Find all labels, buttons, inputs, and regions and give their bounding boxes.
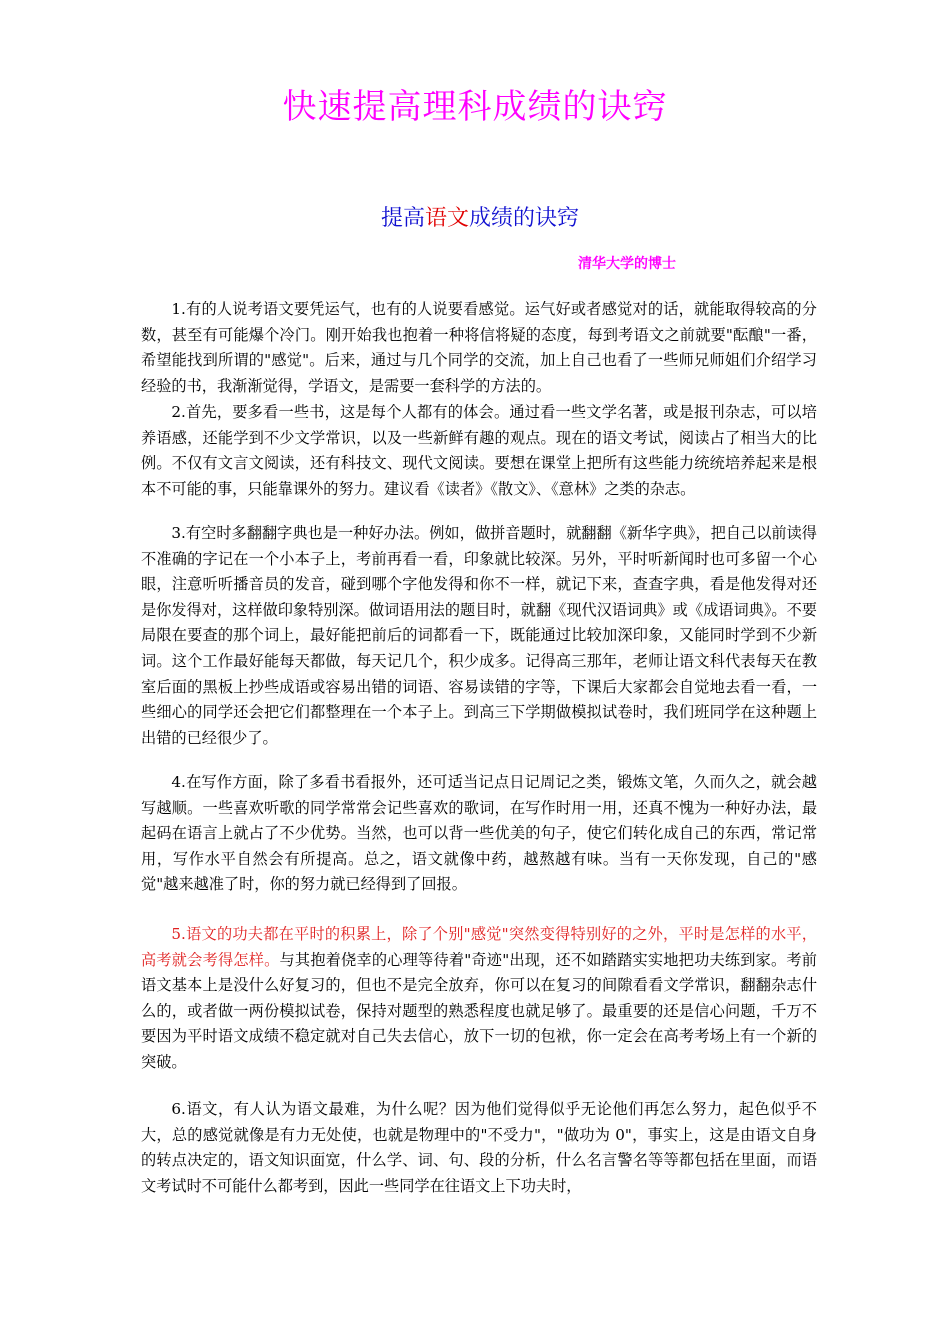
- section-title-part-1: 提高: [380, 206, 425, 231]
- paragraph-5-rest: 与其抱着侥幸的心理等待着"奇迹"出现，还不如踏踏实实地把功夫练到家。考前语文基本上是没什么好复习的，但也不是完全放弃，你可以在复习的间隙看看文学常识，翻翻杂志什么的，或者做一两份模拟试卷，保持对题型的熟悉程度也就足够了。最重要的还是信心问题，千万不要因为平时语文成绩不稳定就对自己失去信心，放下一切的包袱，你一定会在高考考场上有一个新的突破。: [141, 950, 817, 1071]
- section-title-part-2: 语文: [424, 206, 469, 231]
- paragraph-6: 6.语文，有人认为语文最难，为什么呢？因为他们觉得似乎无论他们再怎么努力，起色似乎不大，总的感觉就像是有力无处使，也就是物理中的"不受力"，"做功为 0"，事实上，这是由语文自身的转点决定的，语文知识面宽，什么学、词、句、段的分析，什么名言警名等等都包括在里面，而语文考试时不可能什么都考到，因此一些同学在往语文上下功夫时，: [141, 1100, 817, 1195]
- section-title: [0, 203, 950, 235]
- paragraph-2: 2.首先，要多看一些书，这是每个人都有的体会。通过看一些文学名著，或是报刊杂志，可以培养语感，还能学到不少文学常识，以及一些新鲜有趣的观点。现在的语文考试，阅读占了相当大的比例。不仅有文言文阅读，还有科技文、现代文阅读。要想在课堂上把所有这些能力统统培养起来是根本不可能的事，只能靠课外的努力。建议看《读者》《散文》、《意林》之类的杂志。: [141, 403, 817, 498]
- paragraph-5: [141, 922, 817, 1076]
- paragraph-4: 4.在写作方面，除了多看书看报外，还可适当记点日记周记之类，锻炼文笔，久而久之，就会越写越顺。一些喜欢听歌的同学常常会记些喜欢的歌词，在写作时用一用，还真不愧为一种好办法，最起码在语言上就占了不少优势。当然，也可以背一些优美的句子，使它们转化成自己的东西，常记常用，写作水平自然会有所提高。总之，语文就像中药，越熬越有味。当有一天你发现，自己的"感觉"越来越准了时，你的努力就已经得到了回报。: [141, 773, 817, 894]
- section-title-part-3: 成绩的诀窍: [469, 206, 580, 231]
- paragraph-5-number: 5.: [171, 925, 186, 943]
- paragraph-5-highlight: 语文的功夫都在平时的积累上，除了个别"感觉"突然变得特别好的之外，平时是怎样的水平，高考就会考得怎样。: [141, 925, 817, 969]
- document-title: 快速提高理科成绩的诀窍: [282, 87, 668, 127]
- paragraph-1: 1.有的人说考语文要凭运气，也有的人说要看感觉。运气好或者感觉对的话，就能取得较高的分数，甚至有可能爆个冷门。刚开始我也抱着一种将信将疑的态度，每到考语文之前就要"酝酿"一番，希望能找到所谓的"感觉"。后来，通过与几个同学的交流，加上自己也看了一些师兄师姐们介绍学习经验的书，我渐渐觉得，学语文，是需要一套科学的方法的。: [141, 300, 817, 395]
- author-line: 清华大学的博士: [578, 256, 676, 272]
- paragraph-3: 3.有空时多翻翻字典也是一种好办法。例如，做拼音题时，就翻翻《新华字典》，把自己以前读得不准确的字记在一个小本子上，考前再看一看，印象就比较深。另外，平时听新闻时也可多留一个心眼，注意听听播音员的发音，碰到哪个字他发得和你不一样，就记下来，查查字典，看是他发得对还是你发得对，这样做印象特别深。做词语用法的题目时，就翻《现代汉语词典》或《成语词典》。不要局限在要查的那个词上，最好能把前后的词都看一下，既能通过比较加深印象，又能同时学到不少新词。这个工作最好能每天都做，每天记几个，积少成多。记得高三那年，老师让语文科代表每天在教室后面的黑板上抄些成语或容易出错的词语、容易读错的字等，下课后大家都会自觉地去看一看，一些细心的同学还会把它们都整理在一个本子上。到高三下学期做模拟试卷时，我们班同学在这种题上出错的已经很少了。: [141, 524, 817, 747]
